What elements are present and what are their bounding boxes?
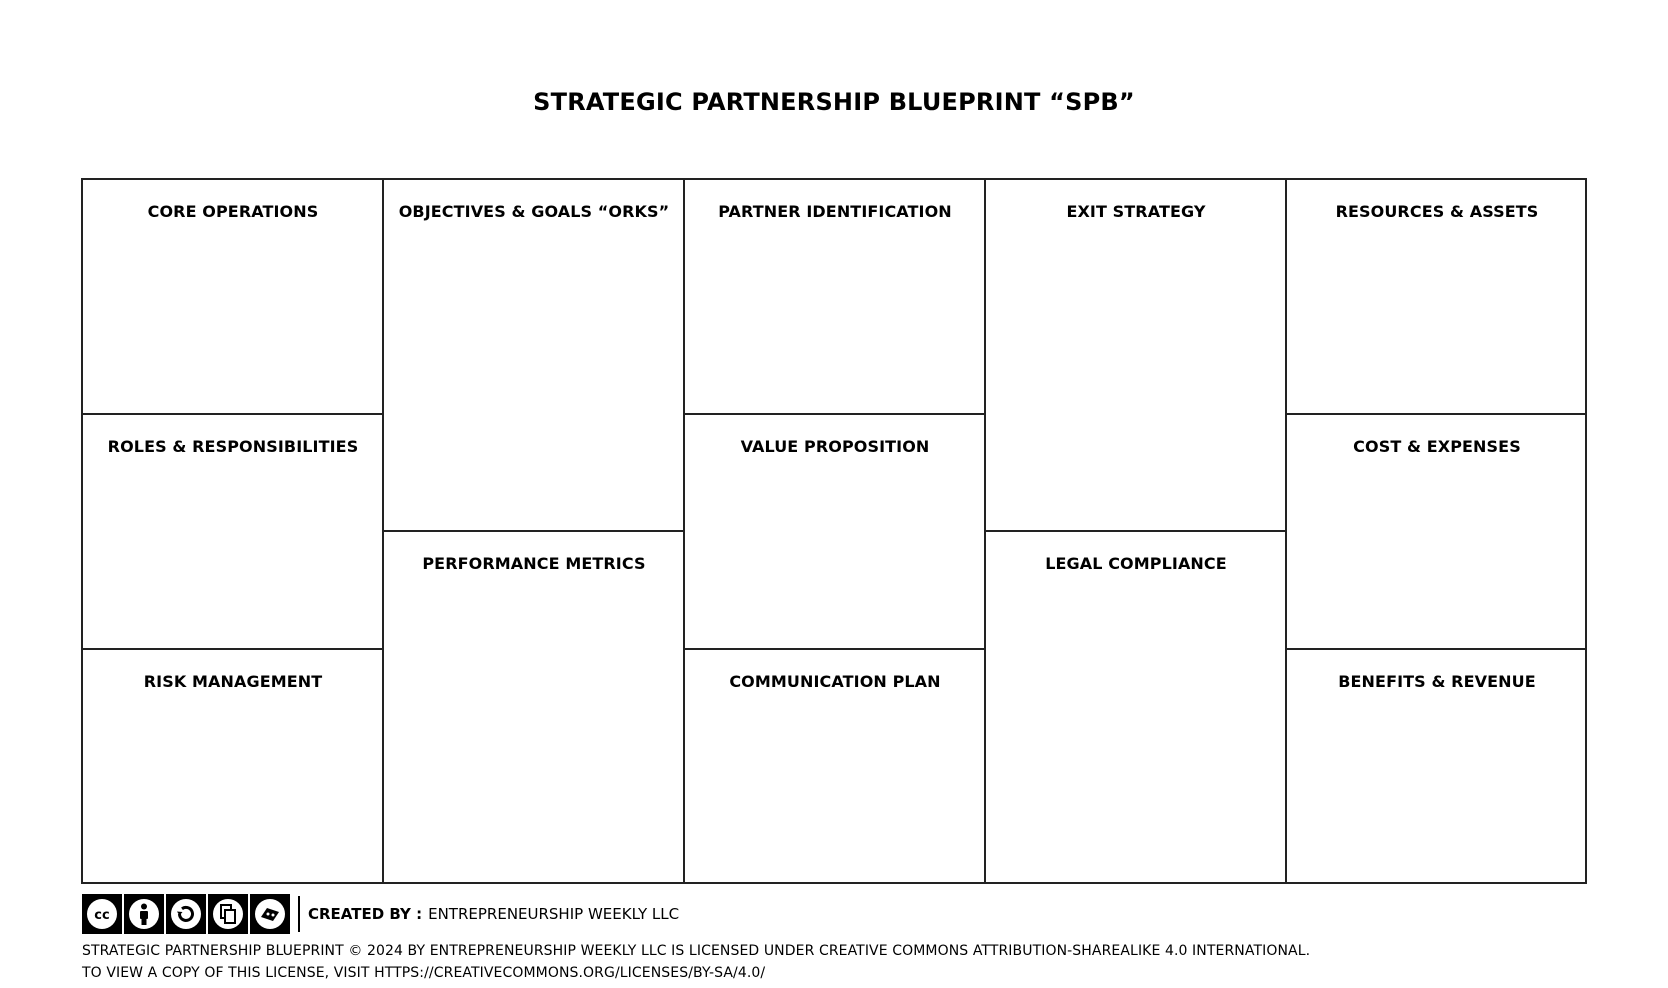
roles-responsibilities-cell (83, 415, 383, 648)
license-text-line-2[interactable]: TO VIEW A COPY OF THIS LICENSE, VISIT HTTPS://CREATIVECOMMONS.ORG/LICENSES/BY-SA/4.0/ (82, 965, 766, 981)
legal-compliance-cell (986, 532, 1286, 882)
cell-heading: BENEFITS & REVENUE (1338, 672, 1536, 691)
attribution-icon (124, 894, 164, 934)
cell-heading: COMMUNICATION PLAN (729, 672, 941, 691)
cell-heading: PARTNER IDENTIFICATION (718, 202, 952, 221)
cell-heading: VALUE PROPOSITION (740, 437, 930, 456)
footer-credits (82, 894, 679, 934)
cell-heading: PERFORMANCE METRICS (422, 554, 646, 573)
cell-heading: OBJECTIVES & GOALS “ORKS” (398, 202, 670, 221)
cell-heading: ROLES & RESPONSIBILITIES (107, 437, 359, 456)
license-text-line-1: STRATEGIC PARTNERSHIP BLUEPRINT © 2024 BY ENTREPRENEURSHIP WEEKLY LLC IS LICENSED UNDER CREATIVE COMMONS ATTRIBUTION-SHAREALIKE 4.0 INTERNATIONAL. (82, 943, 1311, 959)
cell-heading: EXIT STRATEGY (1066, 202, 1206, 221)
cc-icon (82, 894, 122, 934)
core-operations-cell (83, 180, 383, 413)
exit-strategy-cell (986, 180, 1286, 530)
created-by-label: CREATED BY : (308, 905, 423, 923)
footer-divider (298, 896, 300, 932)
cell-heading: CORE OPERATIONS (147, 202, 319, 221)
benefits-revenue-cell (1287, 650, 1587, 882)
risk-management-cell (83, 650, 383, 882)
objectives-goals-cell (384, 180, 684, 530)
page-title: STRATEGIC PARTNERSHIP BLUEPRINT “SPB” (533, 88, 1135, 116)
resources-assets-cell (1287, 180, 1587, 413)
partner-identification-cell (685, 180, 985, 413)
copy-icon (208, 894, 248, 934)
sharealike-icon (166, 894, 206, 934)
blueprint-grid (81, 178, 1587, 884)
communication-plan-cell (685, 650, 985, 882)
cell-heading: RISK MANAGEMENT (143, 672, 323, 691)
value-proposition-cell (685, 415, 985, 648)
created-by-value: ENTREPRENEURSHIP WEEKLY LLC (428, 905, 680, 923)
license-badge[interactable] (82, 894, 290, 934)
svg-text:cc: cc (94, 908, 110, 923)
cell-heading: RESOURCES & ASSETS (1335, 202, 1539, 221)
cell-heading: LEGAL COMPLIANCE (1045, 554, 1227, 573)
commercial-icon (250, 894, 290, 934)
cost-expenses-cell (1287, 415, 1587, 648)
cell-heading: COST & EXPENSES (1353, 437, 1521, 456)
performance-metrics-cell (384, 532, 684, 882)
created-by (308, 905, 679, 923)
